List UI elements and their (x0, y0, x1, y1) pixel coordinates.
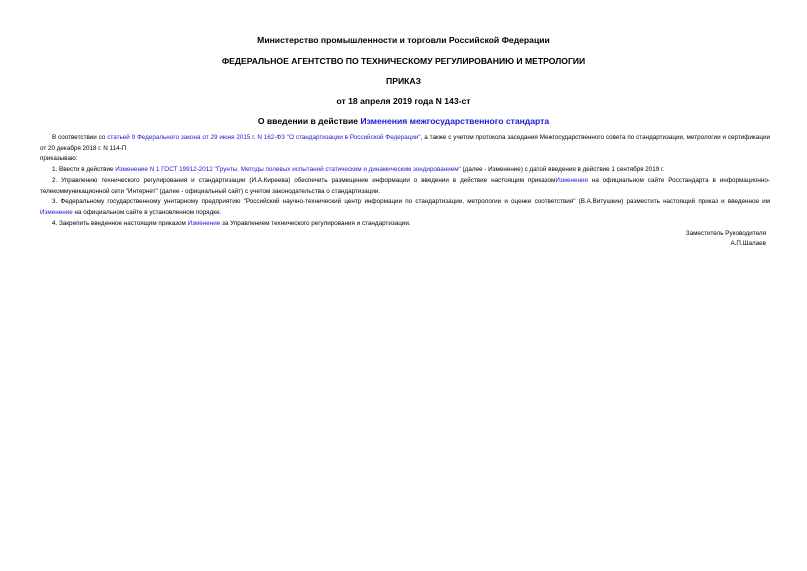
preamble-paragraph (40, 133, 770, 154)
signature-position: Заместитель Руководителя (685, 230, 766, 237)
date-number-heading: от 18 апреля 2019 года N 143-ст (336, 96, 471, 106)
item-3 (40, 197, 770, 218)
item-4-text-a: 4. Закрепить введенное настоящим приказом (52, 219, 188, 227)
preamble-text-2: , а также с учетом протокола заседания Межгосударственного совета по стандартизации, метрологии и сертификации от 20 декабря 2018 г. N 114-П (40, 134, 770, 152)
item-4-text-b: за Управлением технического регулирования и стандартизации. (220, 219, 411, 227)
subject-heading (0, 116, 807, 126)
item-4 (40, 219, 770, 230)
agency-heading: ФЕДЕРАЛЬНОЕ АГЕНТСТВО ПО ТЕХНИЧЕСКОМУ РЕГУЛИРОВАНИЮ И МЕТРОЛОГИИ (221, 56, 586, 66)
signature-name: А.П.Шалаев (730, 239, 766, 247)
subject-prefix: О введении в действие (257, 116, 361, 126)
item-1-text-b: (далее - Изменение) с датой введения в действие 1 сентября 2019 г. (460, 166, 665, 174)
ministry-heading: Министерство промышленности и торговли Российской Федерации (257, 35, 550, 45)
item-2-text-a: 2. Управлению технического регулирования и стандартизации (И.А.Киреева) обеспечить размещение информации о введении в действие настоящим приказом (52, 176, 556, 184)
order-word: приказываю: (40, 155, 78, 163)
item-2-text-b: на официальном сайте Росстандарта в информационно-телекоммуникационной сети "Интернет" (далее - официальный сайт) с учетом законодательства о стандартизации. (40, 176, 770, 195)
item-3-text-a: 3. Федеральному государственному унитарному предприятию "Российский научно-технический центр информации по стандартизации, метрологии и оценке соответствия" (В.А.Витушкин) разместить настоящий приказ и введенное им (52, 198, 770, 206)
item-3-text-b: на официальном сайте в установленном порядке. (72, 208, 222, 216)
item-3-link[interactable]: Изменение (40, 208, 73, 216)
item-1-link[interactable]: Изменение N 1 ГОСТ 19912-2012 "Грунты. Методы полевых испытаний статическим и динамическим зондированием" (115, 166, 461, 174)
item-2-link[interactable]: Изменения (555, 176, 588, 184)
item-4-link[interactable]: Изменение (187, 219, 221, 227)
signature-block (686, 229, 766, 248)
doc-type-heading: ПРИКАЗ (386, 76, 421, 86)
item-1 (40, 165, 770, 176)
document-body (40, 133, 770, 229)
subject-link[interactable]: Изменения межгосударственного стандарта (360, 116, 550, 126)
federal-law-link[interactable]: статьей 9 Федерального закона от 29 июня 2015 г. N 162-ФЗ "О стандартизации в Российской Федерации" (107, 134, 421, 141)
item-2 (40, 176, 770, 197)
preamble-text-1: В соответствии со (52, 134, 108, 141)
item-1-text-a: 1. Ввести в действие (52, 166, 116, 174)
